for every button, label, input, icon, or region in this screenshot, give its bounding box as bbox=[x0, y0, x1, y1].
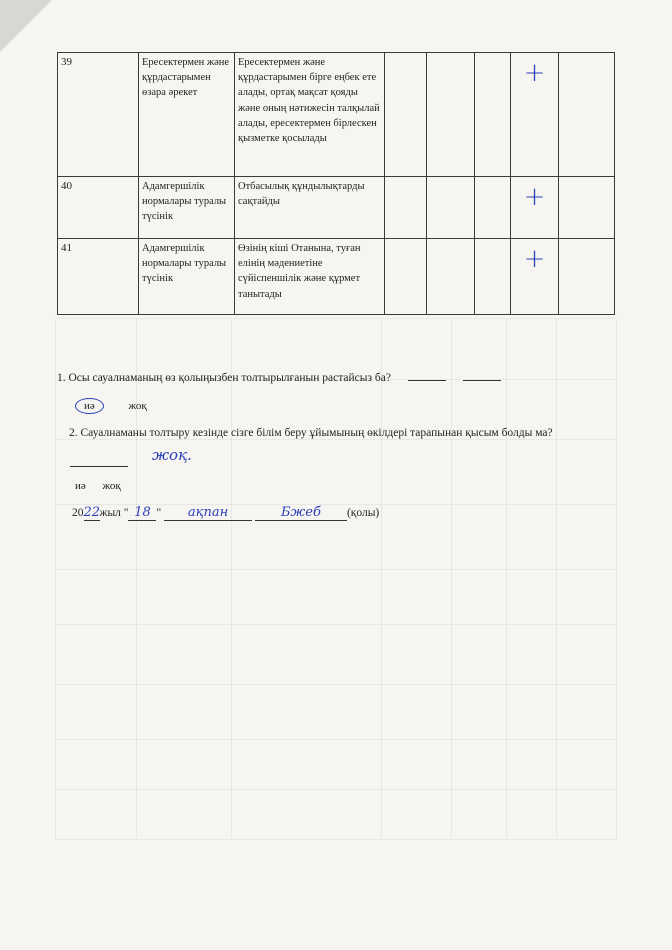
row-description: Өзінің кіші Отанына, туған елінің мәдениетіне сүйіспеншілік және құрмет танытады bbox=[235, 239, 385, 315]
year-prefix: 20 bbox=[72, 507, 84, 519]
row-number: 40 bbox=[58, 177, 139, 239]
check-mark: + bbox=[523, 182, 546, 212]
question-2-text: 2. Сауалнаманы толтыру кезінде сізге білім беру ұйымының өкілдері тарапынан қысым болды ма? bbox=[69, 427, 553, 439]
handwritten-answer: жоқ. bbox=[152, 446, 192, 464]
check-mark: + bbox=[523, 244, 546, 274]
row-number: 39 bbox=[58, 53, 139, 177]
handwritten-year: 22 bbox=[83, 505, 101, 520]
answer-blank bbox=[463, 370, 501, 381]
option-no: жоқ bbox=[128, 400, 147, 412]
row-description: Ересектермен және құрдастарымен бірге еңбек ете алады, ортақ мақсат қояды және оның нәтижесін талқылай алады, ересектермен бірлескен қызметке қосылады bbox=[235, 53, 385, 177]
question-2-answer-line bbox=[70, 452, 128, 467]
date-signature-line bbox=[72, 505, 379, 521]
question-1 bbox=[57, 370, 501, 384]
row-category: Адамгершілік нормалары туралы түсінік bbox=[139, 177, 235, 239]
option-yes-circled: иә bbox=[75, 398, 104, 414]
row-category: Ересектермен және құрдастарымен өзара әрекет bbox=[139, 53, 235, 177]
show-through-grid bbox=[55, 318, 617, 840]
table-row bbox=[58, 239, 615, 315]
page-corner-fold bbox=[0, 0, 52, 52]
option-yes: иә bbox=[75, 480, 86, 492]
table-row bbox=[58, 53, 615, 177]
check-mark: + bbox=[523, 58, 546, 88]
quote-close: " bbox=[156, 507, 162, 519]
handwritten-day: 18 bbox=[128, 505, 156, 521]
row-description: Отбасылық құндылықтарды сақтайды bbox=[235, 177, 385, 239]
year-suffix: жыл " bbox=[99, 507, 129, 519]
survey-table bbox=[57, 52, 615, 315]
row-category: Адамгершілік нормалары туралы түсінік bbox=[139, 239, 235, 315]
signature-label: (қолы) bbox=[346, 507, 380, 519]
table-row bbox=[58, 177, 615, 239]
signature: Бжеб bbox=[255, 505, 347, 521]
option-no: жоқ bbox=[102, 480, 121, 492]
answer-blank bbox=[70, 452, 128, 467]
question-2-options bbox=[75, 480, 135, 492]
question-1-text: 1. Осы сауалнаманың өз қолыңызбен толтырылғанын растайсыз ба? bbox=[57, 372, 391, 384]
row-number: 41 bbox=[58, 239, 139, 315]
handwritten-month: ақпан bbox=[164, 505, 252, 521]
answer-blank bbox=[408, 370, 446, 381]
question-1-options bbox=[75, 398, 147, 414]
